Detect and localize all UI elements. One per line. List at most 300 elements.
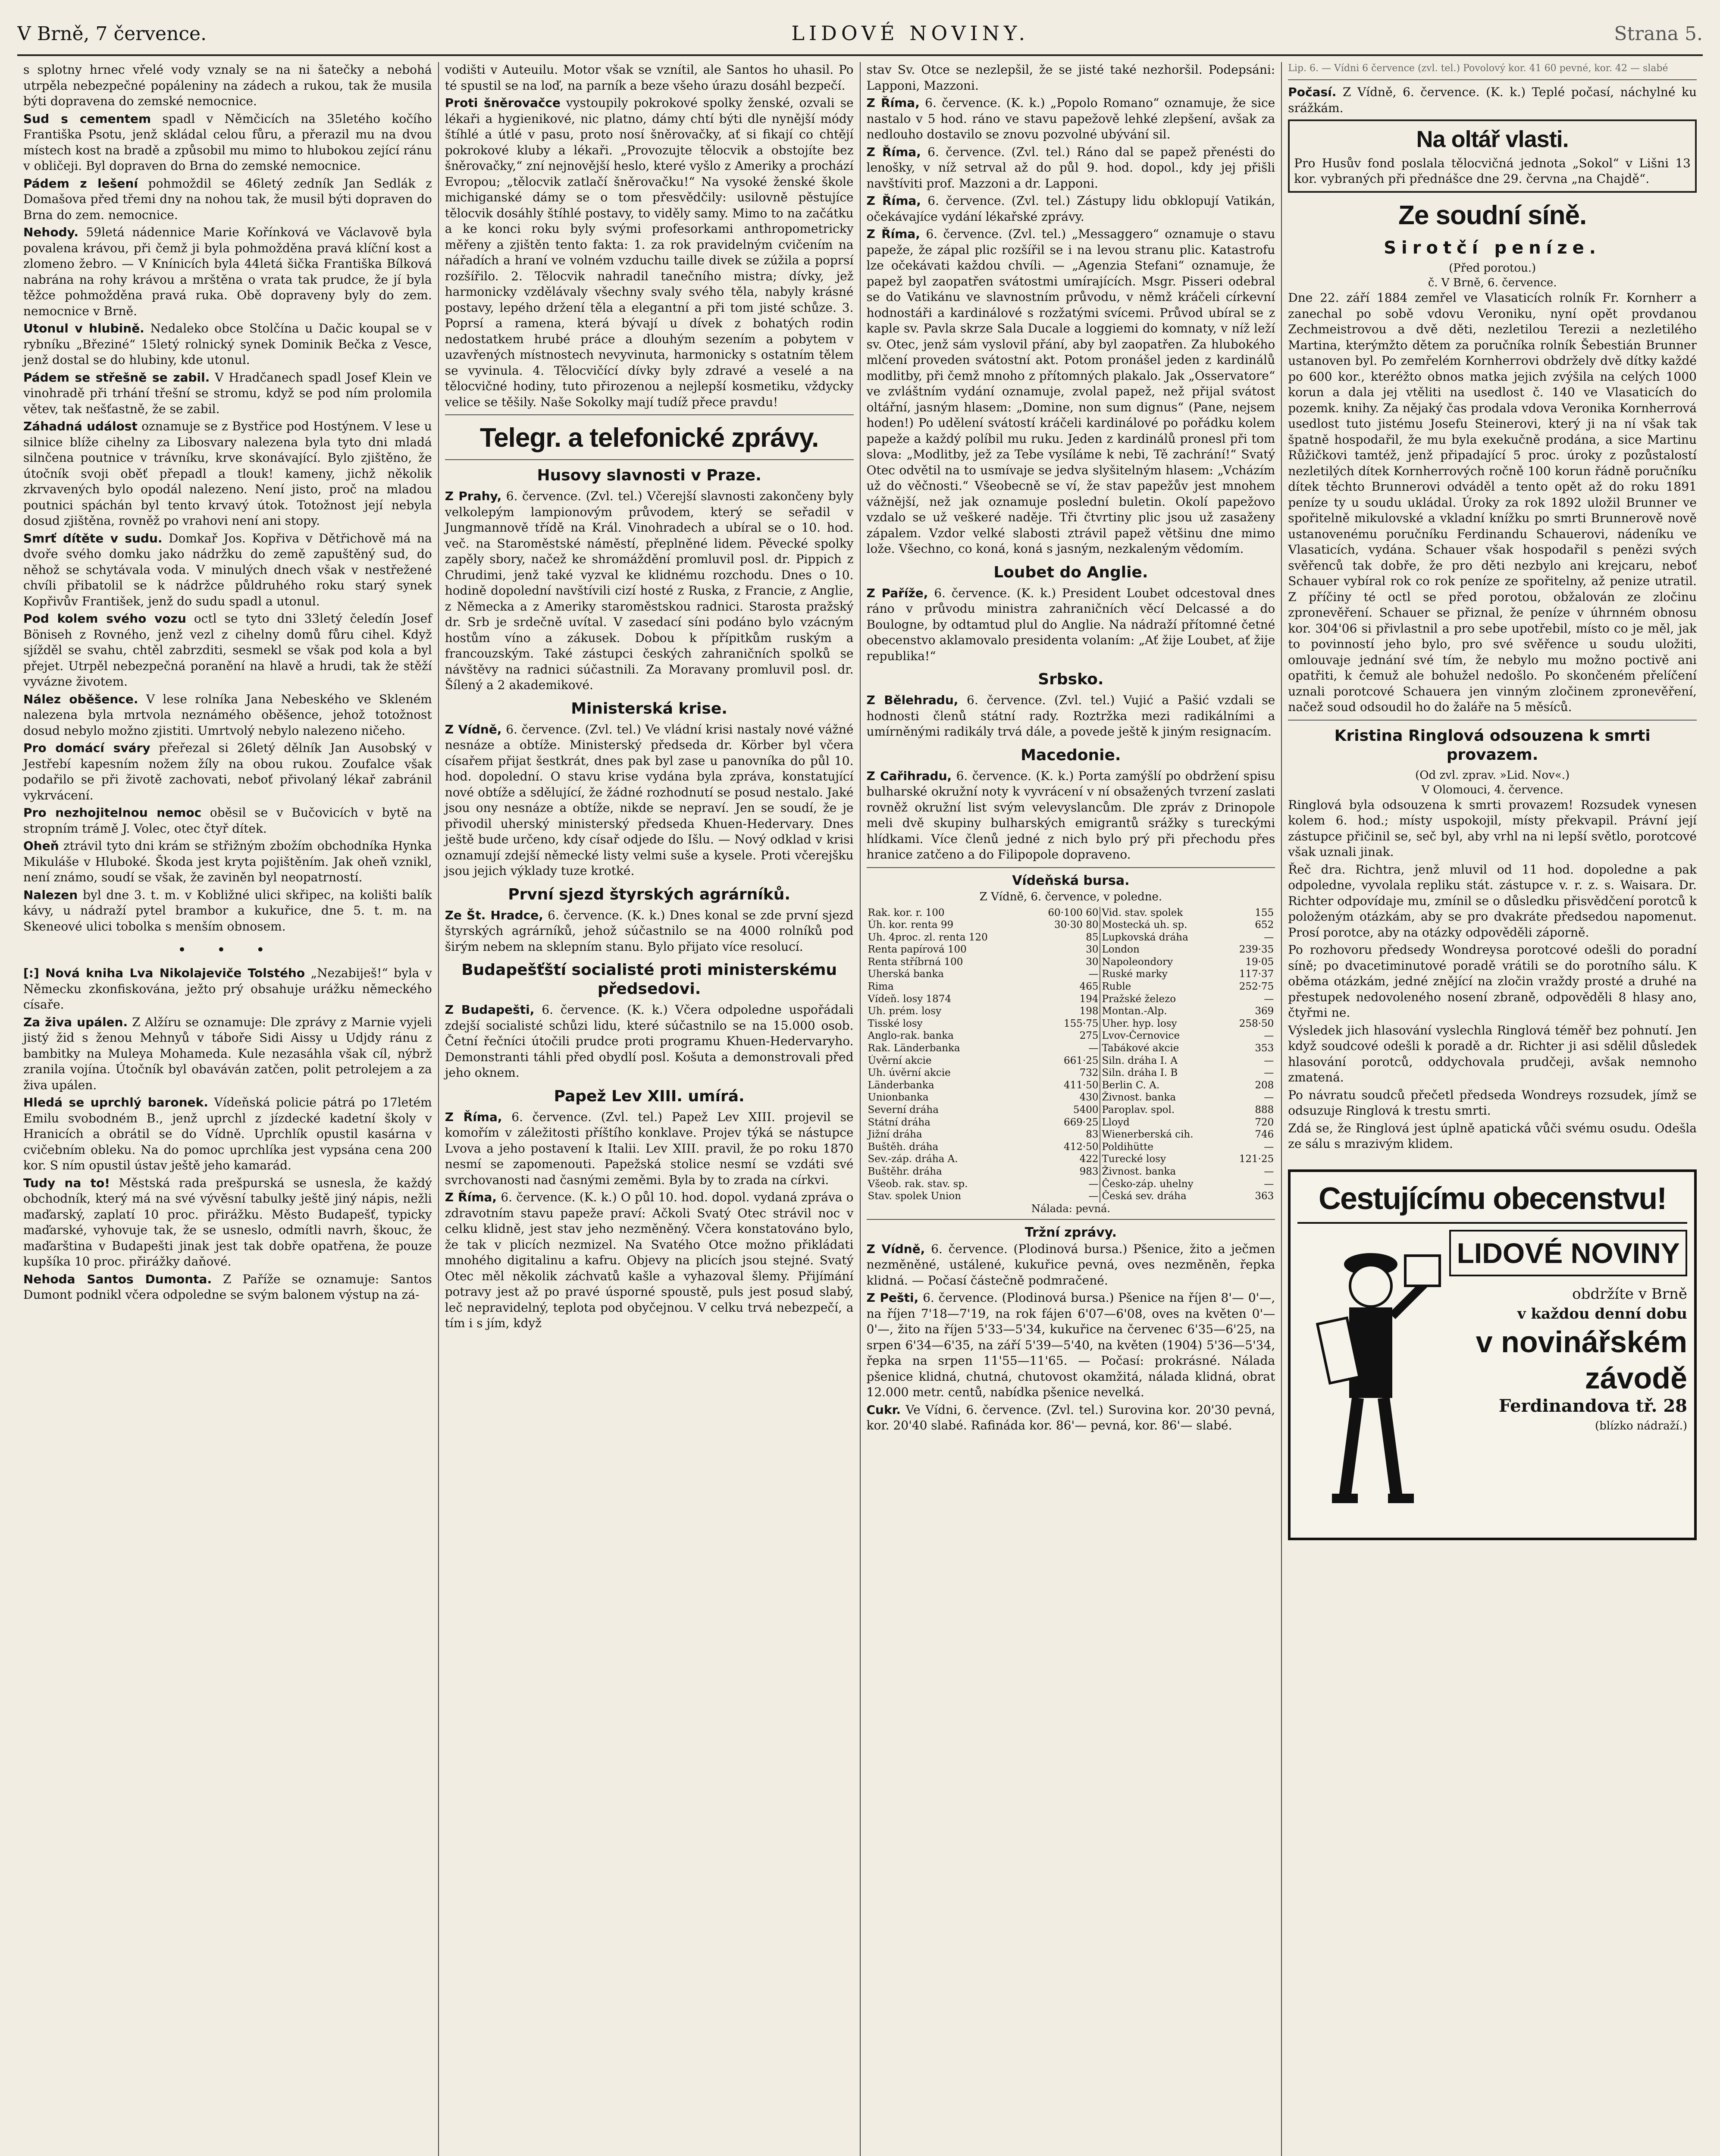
exchange-value-right: — [1264, 1178, 1274, 1190]
exchange-row [867, 919, 1275, 931]
exchange-name-left: Rak. kor. r. 100 [868, 907, 945, 918]
article-lead: Sud s cementem [23, 111, 151, 126]
article-lead: Tudy na to! [23, 1175, 110, 1190]
exchange-value-right: 652 [1255, 919, 1274, 931]
exchange-name-left: Stav. spolek Union [868, 1191, 961, 1202]
exchange-value-right: 888 [1255, 1104, 1274, 1116]
exchange-name-right: Česká sev. dráha [1100, 1190, 1225, 1203]
exchange-name-right: Česko-záp. uhelny [1100, 1178, 1225, 1191]
article-lead: Z Bělehradu, [866, 693, 959, 707]
ad-title: Cestujícímu obecenstvu! [1297, 1179, 1687, 1224]
article-lead: Pádem z lešení [23, 176, 138, 191]
ad-address: Ferdinandova tř. 28 [1498, 1395, 1687, 1416]
exchange-value-right: 208 [1255, 1079, 1274, 1091]
article-heading: Ministerská krise. [571, 699, 727, 718]
article-paragraph [445, 489, 854, 693]
exchange-row [867, 956, 1275, 968]
exchange-value-left: 198 [1029, 1005, 1100, 1018]
col3-items [867, 563, 1275, 863]
masthead-title: LIDOVÉ NOVINY. [791, 22, 1030, 45]
article-text: V Hradčanech spadl Josef Klein ve vinohradě při trhání třešní se stromu, když se pod ním prolomila větev, tak nešťastně, že se zabil. [23, 370, 432, 416]
article-text: oběsil se v Bučovicích v bytě na stropním trámě J. Volec, otec čtyř dítek. [23, 805, 432, 836]
exchange-row [867, 1166, 1275, 1178]
article-lead: Z Říma, [866, 144, 921, 159]
article-lead: Z Říma, [866, 96, 920, 110]
exchange-name-right: Pražské železo [1100, 993, 1225, 1006]
article-lead: Z Říma, [866, 194, 921, 208]
exchange-name-left: Vídeň. losy 1874 [868, 993, 952, 1005]
donation-text: Pro Husův fond poslala tělocvičná jednota „Sokol“ v Lišni 13 kor. vybraných při přednášce dne 29. června „na Chajdě“. [1294, 156, 1691, 186]
article-heading: První sjezd štyrských agrárníků. [508, 885, 791, 903]
exchange-name-right: Siln. dráha I. B [1100, 1067, 1225, 1079]
exchange-value-right: 121·25 [1239, 1153, 1274, 1165]
article-text: spadl v Němčicích na 35letého kočího Františka Psotu, jenž skládal celou fůru, a přerazil mu na dvou místech kost na bradě a způsobil mu mimo to hlubokou zející ránu v obličeji. Byl dopraven do Brna do zemské nemocnice. [23, 111, 432, 173]
article-text: Nedaleko obce Stolčína u Dačic koupal se v rybníku „Březiné“ 15letý rolnický synek Dominik Bečka z Vesce, jenž dostal se do hlubiny, kde utonul. [23, 321, 432, 367]
exchange-name-left: Länderbanka [868, 1079, 934, 1091]
article-text: pohmoždil se 46letý zedník Jan Sedlák z Domašova před třemi dny na nohou tak, že musil býti dopraven do Brna do zem. nemocnice. [23, 176, 432, 222]
exchange-row [867, 1005, 1275, 1018]
exchange-name-right: Montan.-Alp. [1100, 1005, 1225, 1018]
ad-newspaper-name: LIDOVÉ NOVINY [1449, 1230, 1687, 1276]
article-text: 6. července. (Zvl. tel.) Ráno dal se papež přenésti do lenošky, v níž setrval až do půl 9. hod. dopol., kdy jej přišli navštíviti prof. Mazzoni a dr. Lapponi. [866, 144, 1275, 191]
advertisement [1288, 1169, 1697, 1540]
exchange-name-left: Všeob. rak. stav. sp. [868, 1178, 968, 1190]
article-text: 6. července. (Plodinová bursa.) Pšenice, žito a ječmen nezměněné, ustálené, kukuřice pevná, oves nezměněn, řepka klidná. — Počasí částečně podmračené. [866, 1241, 1275, 1288]
article-text: 6. července. (K. k.) Dnes konal se zde první sjezd štyrských agrárníků, jehož súčastnilo se na 4000 rolníků pod širým nebem na sklepním stanu. Bylo přijato více resolucí. [445, 908, 854, 954]
article-lead: Z Říma, [445, 1190, 497, 1204]
exchange-name-left: Buštěhr. dráha [868, 1166, 942, 1177]
article-lead: Ze Št. Hradce, [445, 908, 543, 922]
article-text: 6. července. (Plodinová bursa.) Pšenice na říjen 8'— 0'—, na říjen 7'18—7'19, na rok fájen 6'07—6'08, oves na květen 0'—0'—, žito na říjen 5'33—5'34, kukuřice na červenec 6'35—6'25, na srpen 6'34—6'35, na září 5'39—5'40, na květen (1904) 5'36—5'34, řepka na srpen 11'55—11'65. — Počasí: prokrásné. Nálada pšenice klidná, chutná, chutovost okamžitá, nálada klidná, obrat 12.000 metr. centů, nabídka pšenice nevelká. [866, 1291, 1275, 1400]
exchange-row [867, 1091, 1275, 1104]
exchange-subtitle: Z Vídně, 6. července, v poledne. [979, 890, 1162, 903]
court-article [1288, 290, 1697, 715]
exchange-value-right: 258·50 [1239, 1018, 1274, 1029]
kristina-place: V Olomouci, 4. července. [1421, 783, 1563, 796]
exchange-name-left: Tisské losy [868, 1018, 923, 1029]
article-text: 59letá nádennice Marie Kořínková ve Václavově byla povalena krávou, při čemž ji byla pohmožděna pravá klíční kost a zlomeno žebro. — V Knínicích byla 44letá šička Františka Bílková nabrána na rohy krávou a mrštěna o vrata tak prudce, že jí byla těžce pohmožděna pravá ruka. Obě dopraveny byly do zem. nemocnice v Brně. [23, 225, 432, 318]
exchange-value-right: 746 [1255, 1129, 1274, 1141]
exchange-row [867, 1116, 1275, 1129]
article-paragraph [23, 1175, 432, 1270]
article-lead: Z Cařihradu, [866, 768, 952, 783]
exchange-value-right: 252·75 [1239, 981, 1274, 993]
exchange-name-right: Živnost. banka [1100, 1166, 1225, 1178]
exchange-value-left: 30 [1029, 943, 1100, 956]
article-paragraph [23, 419, 432, 529]
weather-lead: Počasí. [1288, 85, 1337, 99]
article-lead: Záhadná událost [23, 419, 138, 433]
kristina-paragraph: Po návratu soudců přečetl předseda Wondreys rozsudek, jímž se odsuzuje Ringlová k trestu smrti. [1288, 1087, 1697, 1118]
col2-telegram-items [445, 466, 854, 1332]
article-paragraph [867, 144, 1275, 192]
exchange-name-left: Státní dráha [868, 1116, 930, 1128]
article-lead: Pod kolem svého vozu [23, 611, 186, 626]
exchange-value-left: 661·25 [1029, 1055, 1100, 1067]
article-lead: Z Prahy, [445, 489, 502, 503]
exchange-name-right: Paroplav. spol. [1100, 1104, 1225, 1116]
article-heading: Srbsko. [1038, 671, 1104, 688]
exchange-value-right: — [1264, 1067, 1274, 1079]
ad-line-3: závodě [1585, 1361, 1687, 1395]
article-lead: Nehody. [23, 225, 78, 239]
exchange-value-right: 117·37 [1239, 968, 1274, 980]
exchange-row [867, 1030, 1275, 1042]
exchange-row [867, 1067, 1275, 1079]
newspaper-page [17, 17, 1703, 2156]
article-text: 6. července. (K. k.) President Loubet odcestoval dnes ráno v průvodu ministra zahraničních věcí Delcassé a do Boulogne, by odtamtud plul do Anglie. Na nádraží přítomné četné obecenstvo aklamovalo presidenta volaním: „Ať žije Loubet, ať žije republika!“ [866, 586, 1275, 663]
exchange-value-left: 30·30 80 [1029, 919, 1100, 931]
exchange-value-right: 19·05 [1245, 956, 1274, 968]
article-lead: [:] Nová kniha Lva Nikolajeviče Tolstého [23, 966, 305, 980]
article-paragraph [445, 1109, 854, 1188]
exchange-value-right: 353 [1255, 1043, 1274, 1054]
exchange-row [867, 1153, 1275, 1166]
article-text: stav Sv. Otce se nezlepšil, že se jisté také nezhoršil. Podepsáni: Lapponi, Mazzoni. [866, 63, 1275, 93]
donation-title: Na oltář vlasti. [1416, 126, 1569, 152]
article-text: 6. července. (K. k.) „Popolo Romano“ oznamuje, že sice nastalo v 5 hod. ráno ve stavu papežově lehké zlepšení, avšak za nedlouho dostavilo se znovu pozvolné ubývání sil. [866, 96, 1275, 141]
exchange-name-left: Úh. kor. renta 99 [868, 919, 954, 931]
article-paragraph [23, 62, 432, 110]
exchange-value-right: — [1264, 1092, 1274, 1103]
exchange-name-left: Buštěh. dráha [868, 1141, 939, 1153]
exchange-name-right: Uher. hyp. losy [1100, 1018, 1225, 1030]
divider [1288, 79, 1697, 80]
article-paragraph [867, 1402, 1275, 1434]
article-lead: Oheň [23, 839, 59, 853]
article-paragraph [445, 62, 854, 94]
article-text: s splotny hrnec vřelé vody vznaly se na ni šatečky a nebohá utrpěla nebezpečné popáleniny na zádech a rukou, tak že musila býti dopravena do zemské nemocnice. [23, 63, 432, 108]
ad-note: (blízko nádraží.) [1595, 1419, 1687, 1432]
exchange-name-left: Jižní dráha [868, 1129, 922, 1141]
exchange-name-right: Siln. dráha I. A [1100, 1055, 1225, 1067]
exchange-name-left: Rima [868, 981, 894, 993]
exchange-value-right: — [1264, 1030, 1274, 1042]
article-paragraph [23, 838, 432, 886]
article-paragraph [23, 887, 432, 935]
telegram-section-title: Telegr. a telefonické zprávy. [479, 423, 819, 453]
exchange-name-left: Renta papírová 100 [868, 944, 967, 956]
exchange-name-right: Lloyd [1100, 1116, 1225, 1129]
kristina-paragraph: Zdá se, že Ringlová jest úplně apatická vůči svému osudu. Odešla ze sálu s mrazivým klidem. [1288, 1121, 1697, 1151]
article-text: 6. července. (K. k.) Porta zamýšlí po obdržení spisu bulharské okružní noty k vyvrácení v ní obsažených tvrzení zaslati rovněž okružní list svým velevyslancům. Dle zpráv z Drinopole meli dvě skupiny bulharských emigrantů srážky s tureckými hlídkami. Více členů jedné z nich bylo prý při přechodu přes hranice zatčeno a do Filipopole dopraveno. [866, 768, 1275, 862]
exchange-value-left: 275 [1029, 1030, 1100, 1042]
article-paragraph [23, 1095, 432, 1174]
exchange-name-right: London [1100, 943, 1225, 956]
article-text: octl se tyto dni 33letý čeledín Josef Böniseh z Rovného, jenž vezl z cihelny domů fůru cihel. Když sjížděl se svahu, chtěl zabrzditi, sesmekl se však pod kola a byl přejet. Utrpěl nebezpečná poranění na hlavě a hrudi, tak že stěží vyvázne životem. [23, 611, 432, 689]
exchange-value-left: 5400 [1029, 1104, 1100, 1116]
article-paragraph [445, 1190, 854, 1332]
separator-dots: • • • [177, 941, 278, 959]
kristina-paragraph: Řeč dra. Richtra, jenž mluvil od 11 hod. dopoledne a pak odpoledne, vyvolala repliku stát. zástupce v. r. z. s. Waisara. Dr. Richter odpovídaje mu, zmínil se o důsledku přisvědčení porotců k položeným otázkám, aby se pro dvakráte předsedou napomenut. Prosí porotce, aby na otázky odpověděli záporně. [1288, 862, 1697, 940]
article-lead: Nalezen [23, 887, 78, 902]
article-text: byl dne 3. t. m. v Kobližné ulici skřipec, na kolišti balík kávy, u nádraží pytel brambor a kukuřice, dne 5. t. m. na Skeneové ulici tobolka s menším obnosem. [23, 887, 432, 934]
exchange-name-left: Unionbanka [868, 1092, 929, 1103]
divider [445, 459, 854, 460]
exchange-value-left: 85 [1029, 931, 1100, 944]
exchange-value-left: — [1029, 1178, 1100, 1191]
article-paragraph [445, 1002, 854, 1081]
exchange-name-left: Severní dráha [868, 1104, 939, 1116]
article-paragraph [23, 370, 432, 417]
exchange-value-left: 465 [1029, 981, 1100, 993]
article-lead: Z Budapešti, [445, 1003, 535, 1017]
article-paragraph [445, 722, 854, 879]
exchange-row [867, 943, 1275, 956]
column-local-news [17, 62, 439, 2156]
article-paragraph [867, 1290, 1275, 1401]
masthead [17, 17, 1703, 56]
divider [1288, 720, 1697, 721]
article-heading: Loubet do Anglie. [993, 563, 1148, 581]
court-place: č. V Brně, 6. července. [1428, 276, 1557, 289]
exchange-value-left: 60·100 60 [1029, 907, 1100, 919]
exchange-name-left: Anglo-rak. banka [868, 1030, 954, 1042]
article-text: Městská rada prešpurská se usnesla, že každý obchodník, který má na své vývěsní tabulky ještě jiný nápis, nežli maďarský, zaplatí 10 proc. přirážku. Město Budapešť, typicky maďarské, vyhovuje tak, že se usneslo, odmítli navrh, škouc, že maďarština v Budapešti jinak jest tak dobře opatřena, že pouze kupšíka 10 proc. přirážky daňové. [23, 1175, 432, 1269]
exchange-name-right: Tabákové akcie [1100, 1042, 1225, 1055]
article-text: Vídeňská policie pátrá po 17letém Emilu svobodném B., jenž uprchl z jízdecké kadetní školy v Hranicích a obrátil se do Vídně. Uprchlík opustil kasárna v cvičebním obleku. Na do pomoc uprchlíka jest vypsána cena 200 kor. S ním opustil ústav ještě jeho kamarád. [23, 1095, 432, 1172]
ad-line-2: v každou denní dobu [1517, 1305, 1687, 1322]
article-paragraph [23, 611, 432, 690]
article-paragraph [23, 692, 432, 739]
exchange-name-right: Lvov-Černovice [1100, 1030, 1225, 1042]
exchange-row [867, 1141, 1275, 1153]
masthead-page-number: Strana 5. [1614, 23, 1703, 45]
market-reports [867, 1241, 1275, 1434]
article-text: ztrávil tyto dni krám se střižným zbožím obchodníka Hynka Mikuláše v Hluboké. Škoda jest kryta pojištěním. Jak oheň vznikl, není známo, soudí se však, že zaviněn byl neopatrností. [23, 839, 432, 884]
exchange-row [867, 1018, 1275, 1030]
exchange-value-right: — [1264, 1055, 1274, 1066]
exchange-value-left: 412·50 [1029, 1141, 1100, 1153]
exchange-name-right: Poldihütte [1100, 1141, 1225, 1153]
article-paragraph [23, 740, 432, 803]
exchange-name-right: Berlin C. A. [1100, 1079, 1225, 1092]
article-text: „Nezabiješ!“ byla v Německu zkonfiskována, ježto prý obsahuje urážku německého císaře. [23, 966, 432, 1012]
kristina-paragraph: Po rozhovoru předsedy Wondreysa porotcové odešli do poradní síně; po dvacetiminutové poradě vrátili se do porotního sálu. K oběma otázkám, jedné znějící na zločin vraždy prosté a druhé na přestupek nedovoleného nosení zbraně, odpověděli 8 hlasy ano, čtyřmi ne. [1288, 943, 1697, 1020]
kristina-article [1288, 797, 1697, 1152]
exchange-row [867, 907, 1275, 919]
ad-body [1297, 1230, 1687, 1523]
exchange-value-left: 669·25 [1029, 1116, 1100, 1129]
donation-box [1288, 119, 1697, 193]
article-lead: Z Říma, [866, 227, 920, 241]
article-heading: Budapešťští socialisté proti ministerskému předsedovi. [461, 961, 837, 998]
article-paragraph [867, 693, 1275, 740]
exchange-value-right: 720 [1255, 1116, 1274, 1128]
exchange-row [867, 1042, 1275, 1055]
col2-top-articles [445, 62, 854, 410]
article-paragraph [23, 965, 432, 1013]
exchange-name-right: Ruské marky [1100, 968, 1225, 981]
column-telegrams [439, 62, 861, 2156]
exchange-row [867, 1128, 1275, 1141]
article-heading: Macedonie. [1021, 746, 1121, 764]
article-text: 6. července. (Zvl. tel.) Včerejší slavnosti zakončeny byly velkolepým lampionovým průvodem, který se seřadil v Jungmannově třídě na Král. Vinohradech a ubíral se o 10. hod. več. na Staroměstské náměstí, přeplněné lidem. Pěvecké spolky zapěly sbory, načež ke shromáždění promluvil posl. dr. Pippich z Chrudimi, jenž také vyzval ke klidnému rozchodu. Dnes o 10. hodině dopolední navštívili cizí hosté z Ruska, z Francie, z Anglie, z Německa a z Ameriky staroměstskou radnici. Starosta pražský dr. Srb je srdečně uvítal. V zasedací síni podáno bylo vzácným hostům víno a zákusek. Dobou k přípitkům ruským a francouzským. Také zástupci českých zahraničních spolků se návštěvy na radnici súčastnili. Za Moravany promluvil posl. dr. Šílený a 2 akademikové. [445, 489, 854, 692]
exchange-row [867, 1178, 1275, 1191]
exchange-value-left: 194 [1029, 993, 1100, 1006]
article-paragraph [23, 321, 432, 368]
article-paragraph [867, 768, 1275, 863]
article-paragraph [23, 111, 432, 174]
exchange-row [867, 1104, 1275, 1116]
col3-top-articles [867, 62, 1275, 557]
exchange-name-left: Uh. úvěrní akcie [868, 1067, 951, 1079]
article-text: 6. července. (Zvl. tel.) Vujić a Pašić vzdali se hodnosti členů státní rady. Roztržka mezi radikálními a umírněnými radikály trvá dále, a povede ještě k jiným resignacím. [866, 693, 1275, 739]
market-title: Tržní zprávy. [1024, 1225, 1117, 1240]
article-text: 6. července. (Zvl. tel.) Papež Lev XIII. projevil se komořím v záležitosti příštího konklave. Projev týká se nástupce Lvova a jeho postavení k Italii. Lev XIII. pravil, že po roku 1870 nesmí se zapomenouti. Papežská stolice nesmí se vzdáti své svrchovanosti nad časnými zeměmi. Byla by to zrada na církvi. [445, 1109, 854, 1187]
court-title: Ze soudní síně. [1398, 201, 1587, 230]
kristina-paragraph: Výsledek jich hlasování vyslechla Ringlová téměř bez pohnutí. Jen když soudcové odešli k poradě a dr. Richter ji asi sdělil důsledek hlasování porotců, oddychovala prudčeji, avšak nemnoho zmatená. [1288, 1023, 1697, 1084]
article-paragraph [867, 193, 1275, 225]
article-text: V lese rolníka Jana Nebeského ve Skleném nalezena byla mrtvola neznámého oběšence, jehož totožnost dosud nebylo možno zjistiti. Umrtvolý nebylo nalezeno ničeho. [23, 692, 432, 738]
article-lead: Nález oběšence. [23, 692, 138, 706]
exchange-name-right: Napoleondory [1100, 956, 1225, 968]
article-text: vodišti v Auteuilu. Motor však se vznítil, ale Santos ho uhasil. Po té spustil se na loď, na parník a beze všeho úrazu dosáhl bezpečí. [445, 63, 854, 93]
article-lead: Cukr. [866, 1402, 901, 1417]
article-lead: Hledá se uprchlý baronek. [23, 1095, 208, 1109]
exchange-row [867, 1190, 1275, 1203]
columns [17, 62, 1703, 2156]
article-text: 6. července. (K. k.) Včera odpoledne uspořádali zdejší socialisté schůzi lidu, které súčastnilo se na 15.000 osob. Četní řečníci útočili prudce proti programu Khuen-Hedervaryho. Demonstranti táhli před obydlí posl. Košuta a demonstrovali před jeho oknem. [445, 1003, 854, 1080]
article-paragraph [23, 1272, 432, 1303]
court-subtitle: Sirotčí peníze. [1384, 238, 1601, 258]
exchange-name-right: Živnost. banka [1100, 1091, 1225, 1104]
exchange-value-right: 363 [1255, 1191, 1274, 1202]
article-paragraph [867, 62, 1275, 94]
article-text: Z Alžíru se oznamuje: Dle zprávy z Marnie vyjeli jistý žid s ženou Mehnyů v táboře Sidi Aissy u Udjdy ránu z bambitky na Muleya Mohameda. Kule nezasáhla však cíl, nýbrž zranila vojína. Útočník byl obaváván zatčen, polit petrolejem a za živa upálen. [23, 1015, 432, 1092]
exchange-name-left: Uherská banka [868, 968, 944, 980]
exchange-row [867, 1079, 1275, 1092]
article-lead: Pro domácí sváry [23, 741, 150, 755]
article-paragraph [23, 1015, 432, 1094]
exchange-value-right: — [1264, 1141, 1274, 1153]
exchange-name-right: Mostecká uh. sp. [1100, 919, 1225, 931]
article-heading: Papež Lev XIII. umírá. [554, 1087, 745, 1105]
exchange-value-left: — [1029, 968, 1100, 981]
newsboy-illustration [1297, 1230, 1444, 1523]
article-paragraph [867, 226, 1275, 557]
masthead-date: V Brně, 7 července. [17, 23, 207, 45]
exchange-row [867, 931, 1275, 944]
exchange-row [867, 981, 1275, 993]
exchange-table [867, 907, 1275, 1203]
exchange-name-right: Lupkovská dráha [1100, 931, 1225, 944]
exchange-name-right: Ruble [1100, 981, 1225, 993]
divider [867, 867, 1275, 868]
exchange-name-left: Úvěrní akcie [868, 1055, 932, 1066]
exchange-value-left: 732 [1029, 1067, 1100, 1079]
exchange-value-left: 155·75 [1029, 1018, 1100, 1030]
article-heading: Husovy slavnosti v Praze. [537, 467, 761, 484]
article-text: 6. července. (Zvl. tel.) „Messaggero“ oznamuje o stavu papeže, že zápal plic rozšířil se i na levou stranu plic. Katastrofu lze očekávati každou chvíli. — „Agenzia Stefani“ oznamuje, že papež byl zaopatřen svátostmi umírajících. Msgr. Pisseri odebral se do Vatikánu ve slavnostním průvodu, v němž kráčeli církevní hodnostáři a kardinálové s rozžatými svícemi. Průvod ubíral se z kaple sv. Pavla skrze Sala Ducale a loggiemi do komnaty, v níž leží sv. Otec, jenž sám vyslovil přání, aby byl zaopatřen. Za hlubokého mlčení proveden svátostní akt. Potom pronášel jeden z kardinálů modlitby, při čemž mnoho z přítomných plakalo. Jak „Osservatore“ ve zvláštním vydání oznamuje, zvolal papež, než přijal svátost oltářní, jasným hlasem: „Domine, non sum dignus“ (Pane, nejsem hoden!) Po udělení svátostí kráčeli kardinálové po pořádku kolem papeže a každý políbil mu ruku. Jeden z kardinálů pronesl při tom slova: „Modlitby, jež za Tebe vysíláme k nebi, Tě zachrání!“ Svatý Otec odvětil na to usmívaje se jedva slyšitelným hlasem: „Vcházím už do věčnosti.“ Všeobecně se ví, že stav papežův jest mnohem vážnější, než jak oznamuje poslední buletin. Okolí papežovo vzdalo se už veškeré naděje. Tři čtvrtiny plic jsou už zasaženy zápalem. Vzdor velké slabosti ztrávil papež většinu dne mimo lože. Všechno, co koná, koná s jasným, nezkaleným vědomím. [866, 227, 1275, 556]
exchange-value-right: 369 [1255, 1006, 1274, 1017]
exchange-value-right: — [1264, 1166, 1274, 1177]
ad-big-line: v novinářském [1476, 1325, 1687, 1359]
court-paragraph: Dne 22. září 1884 zemřel ve Vlasaticích rolník Fr. Kornherr a zanechal po sobě vdovu Veroniku, nyní opět provdanou Zechmeistrovou a dvě děti, nezletilou Terezii a nezletilého Martina, kterýmžto dětem za poručníka rolník Šebestián Brunner ustanoven byl. Po zemřelém Kornherrovi obdržely dvě dítky každé po 600 kor., kteréžto obnos matka jejich zvýšila na celých 1000 korun a dala jej vtěliti na usedlost č. 140 ve Vlasaticích do pozemk. knihy. Za nějaký čas prodala vdova Veronika Kornherrová usedlost tuto jistému Josefu Steinerovi, který ji na ní však tak špatně hospodařil, že mu byla exekučně prodána, a sice Martinu Růžičkovi tamtéž, jenž připadající 5 proc. úroky z pozůstalostí nezletilých dítek Kornherrových ročně 100 korun řádně poručníku dítek těchto Brunnerovi odváděl a tento opět až do roku 1891 peníze ty u soudu ukládal. Úroky za rok 1892 uložil Brunner ve spořitelně mikulovské a vkladní knížku po smrti Brunnerově nově ustanovenému poručníku Ferdinandu Schauerovi, nádeníku ve Vlasaticích, vydána. Schauer však hospodařil s penězi svých svěřenců tak dobře, že pro děti nezbylo ani krejcaru, neboť Schauer vybíral rok co rok peníze ze spořitelny, až penize utratil. Z příčiny té octl se před porotou, obžalován ze zločinu zpronevěření. Schauer se přiznal, že peníze v úhrnném obnosu kor. 304'06 si přivlastnil a pro sebe upotřebil, místo co je měl, jak to povinností jeho bylo, pro své svěřence u soudu uložiti, omlouvaje jednání své tím, že nebylo mu možno poctivě ani opatřiti, k čemuž ale bohužel nedošlo. Po skončeném přelíčení uznali porotcové Schauera jen vinným zločinem zpronevěření, načež soud odsoudil ho do žaláře na 5 měsíců. [1288, 291, 1697, 714]
article-lead: Pádem se střešně se zabil. [23, 370, 210, 385]
exchange-footnote: Nálada: pevná. [1031, 1202, 1110, 1215]
court-note: (Před porotou.) [1449, 262, 1536, 275]
article-lead: Z Vídně, [866, 1241, 925, 1256]
article-text: Ve Vídni, 6. července. (Zvl. tel.) Surovina kor. 20'30 pevná, kor. 20'40 slabé. Rafináda kor. 86'— pevná, kor. 86'— slabé. [866, 1402, 1275, 1433]
top-notes: Lip. 6. — Vídni 6 července (zvl. tel.) Povolový kor. 41 60 pevné, kor. 42 — slabé [1288, 63, 1668, 74]
exchange-value-right: — [1264, 993, 1274, 1005]
article-paragraph [867, 1241, 1275, 1289]
exchange-row [867, 1055, 1275, 1067]
exchange-name-right: Wienerberská cih. [1100, 1128, 1225, 1141]
exchange-name-left: Rak. Länderbanka [868, 1043, 960, 1054]
kristina-title: Kristina Ringlová odsouzena k smrti provazem. [1334, 727, 1651, 764]
exchange-value-right: — [1264, 931, 1274, 943]
article-lead: Pro nezhojitelnou nemoc [23, 805, 202, 820]
article-lead: Z Pešti, [866, 1291, 919, 1305]
weather-text: Z Vídně, 6. července. (K. k.) Teplé počasí, náchylné ku srážkám. [1288, 85, 1697, 115]
article-lead: Z Vídně, [445, 722, 502, 736]
article-text: přeřezal si 26letý dělník Jan Ausobský v Jestřebí kapesním nožem žíly na obou rukou. Zoufalce však podařilo se při životě zachovati, neboť přivolaný lékař zabránil vykrvácení. [23, 741, 432, 802]
article-text: vystoupily pokrokové spolky ženské, ozvali se lékaři a hygienikové, nic platno, dámy chtí býti dle nynější módy štíhlé a útlé v pasu, proto nosí šněrovačky, ať si fikají co chtějí pokrokové kluby a lékaři. „Provozujte tělocvik a obstojíte bez šněrovačky,“ zní nejnovější heslo, které vyšlo z Ameriky a prochází Evropou; „tělocvik zatlačí šněrovačku!“ Na vysoké ženské škole michiganské dámy se o tom přesvědčily: usilovně pěstujíce tělocvik dosáhly štíhlé postavy, to viděly samy. Mimo to na začátku a ke konci roku byly svými profesorkami anthropometricky měřeny a zjištěn tento fakta: 1. za rok pravidelným cvičením na nářadích a hraní ve volném vzduchu taille divek se zúžila a poprsí rozšířilo. 2. Tělocvik nahradil tanečního mistra; dívky, jež harmonicky vzdělávaly všechny svaly svého těla, nabyly krásné postavy, lepého držení těla a elegantní a při tom jisté schůze. 3. Poprsí a ramena, která bývají u dívek z bohatých rodin nedostatkem hrubé práce a dlouhým sezením a pobytem v uzavřených místnostech nevyvinuta, harmonicky s ostatním tělem se vyvinula. 4. Tělocvičící dívky byly zdravé a veselé a na tělocvičné hodiny, tuto přirozenou a nejlepší kosmetiku, vždycky velice se těšily. Naše Sokolky mají tudíž přece pravdu! [445, 96, 854, 409]
article-lead: Z Paříže, [866, 586, 928, 600]
exchange-value-right: 239·35 [1239, 944, 1274, 956]
exchange-value-left: 430 [1029, 1091, 1100, 1104]
article-paragraph [445, 95, 854, 410]
divider [445, 414, 854, 415]
exchange-row [867, 993, 1275, 1006]
exchange-value-left: 983 [1029, 1166, 1100, 1178]
exchange-name-left: Renta stříbrná 100 [868, 956, 963, 968]
column-rome-and-exchange [861, 62, 1282, 2156]
kristina-paragraph: Ringlová byla odsouzena k smrti provazem! Rozsudek vynesen kolem 6. hod.; místy uspokojil, místy překvapil. Právní její zástupce přičinil se, seč byl, aby vrhl na ni lepší světlo, porotcové však uznali jinak. [1288, 797, 1697, 859]
ad-text [1444, 1230, 1687, 1523]
article-text: 6. července. (Zvl. tel.) Ve vládní krisi nastaly nové vážné nesnáze a obtíže. Ministerský předseda dr. Körber byl včera císařem přijat šestkrát, dnes pak byl zase u panovníka do půl 10. hod. dopolední. O stavu krise vydána byla zpráva, konstatující nové obtíže a sdělující, že žádné rozhodnutí se posud nestalo. Jaké jsou ony nesnáze a obtíže, nikde se nepraví. Jen se soudí, že je přivodil uherský ministerský předseda Khuen-Hedervary. Dnes ještě bude určeno, kdy císař odjede do Išlu. — Nový odklad v krisi oznamují zdejší německé listy velmi suše a kysele. Proti včerejšku jsou jejich výklady tuze krotké. [445, 722, 854, 878]
exchange-value-left: — [1029, 1042, 1100, 1055]
exchange-value-left: 422 [1029, 1153, 1100, 1166]
exchange-name-left: Uh. 4proc. zl. renta 120 [868, 931, 988, 943]
exchange-value-left: 30 [1029, 956, 1100, 968]
article-paragraph [23, 176, 432, 223]
article-paragraph [23, 225, 432, 319]
divider [867, 1219, 1275, 1220]
article-text: 6. července. (K. k.) O půl 10. hod. dopol. vydaná zpráva o zdravotním stavu papeže praví: Ačkoli Svatý Otec strávil noc v celku klidně, jest stav jeho nezměněný. Včera konstatováno bylo, že tak v plicích nezmizel. Na Svatého Otce možno přikládati mnohého digitalinu a kafru. Objevy na plicích jsou stejné. Svatý Otec měl několik záchvatů kašle a vyhazoval šlemy. Přijímání potravy jest až po pravé úsporné spoustě, puls jest posud slabý, leč nepravidelný, teplota pod obyčejnou. V celku trvá nebezpečí, a tím i s jím, když [445, 1190, 854, 1330]
exchange-name-left: Uh. prém. losy [868, 1006, 942, 1017]
article-text: 6. července. (Zvl. tel.) Zástupy lidu obklopují Vatikán, očekávajíce vydání lékařské zprávy. [866, 194, 1275, 224]
exchange-title: Vídeňská bursa. [1012, 873, 1130, 888]
article-text: Z Paříže se oznamuje: Santos Dumont podnikl včera odpoledne se svým balonem výstup na zá- [23, 1272, 432, 1302]
exchange-value-left: 83 [1029, 1128, 1100, 1141]
article-paragraph [23, 531, 432, 610]
exchange-name-right: Vid. stav. spolek [1100, 907, 1225, 919]
article-lead: Proti šněrovačce [445, 96, 561, 110]
exchange-name-left: Sev.-záp. dráha A. [868, 1153, 958, 1165]
article-paragraph [445, 908, 854, 955]
ad-line-1: obdržíte v Brně [1572, 1285, 1687, 1303]
article-lead: Utonul v hlubině. [23, 321, 144, 335]
article-lead: Smrť dítěte v sudu. [23, 531, 163, 545]
exchange-value-left: — [1029, 1190, 1100, 1203]
article-paragraph [867, 95, 1275, 143]
exchange-name-right: Turecké losy [1100, 1153, 1225, 1166]
article-lead: Nehoda Santos Dumonta. [23, 1272, 212, 1286]
article-text: oznamuje se z Bystřice pod Hostýnem. V lese u silnice blíže cihelny za Libosvary nalezena byla tyto dni mladá silnčena poutnice v trávníku, krve skonávající. Bylo zjištěno, že útočník svoji oběť přepadl a tlouk! kameny, jichž několik zkrvavených bylo opodál nalezeno. Není jisto, proč na mladou poutnici spáchán byl tento krvavý útok. Totožnost její nebyla dosud zjištěna, rovněž po vrahovi není ani stopy. [23, 419, 432, 528]
article-lead: Za živa upálen. [23, 1015, 128, 1029]
article-text: Domkař Jos. Kopřiva v Dětřichově má na dvoře svého domku jako nádržku do země zapuštěný sud, do něhož se schytávala voda. V minulých dnech však v nestřežené chvíli přibatolil se k nádržce půldruhého roku starý synek Kopřivův František, jenž do sudu spadl a utonul. [23, 531, 432, 608]
kristina-source: (Od zvl. zprav. »Lid. Nov«.) [1415, 768, 1570, 782]
article-lead: Z Říma, [445, 1109, 502, 1124]
weather-report [1288, 85, 1697, 116]
exchange-value-left: 411·50 [1029, 1079, 1100, 1092]
article-paragraph [867, 586, 1275, 664]
exchange-value-right: 155 [1255, 907, 1274, 918]
article-paragraph [23, 805, 432, 837]
